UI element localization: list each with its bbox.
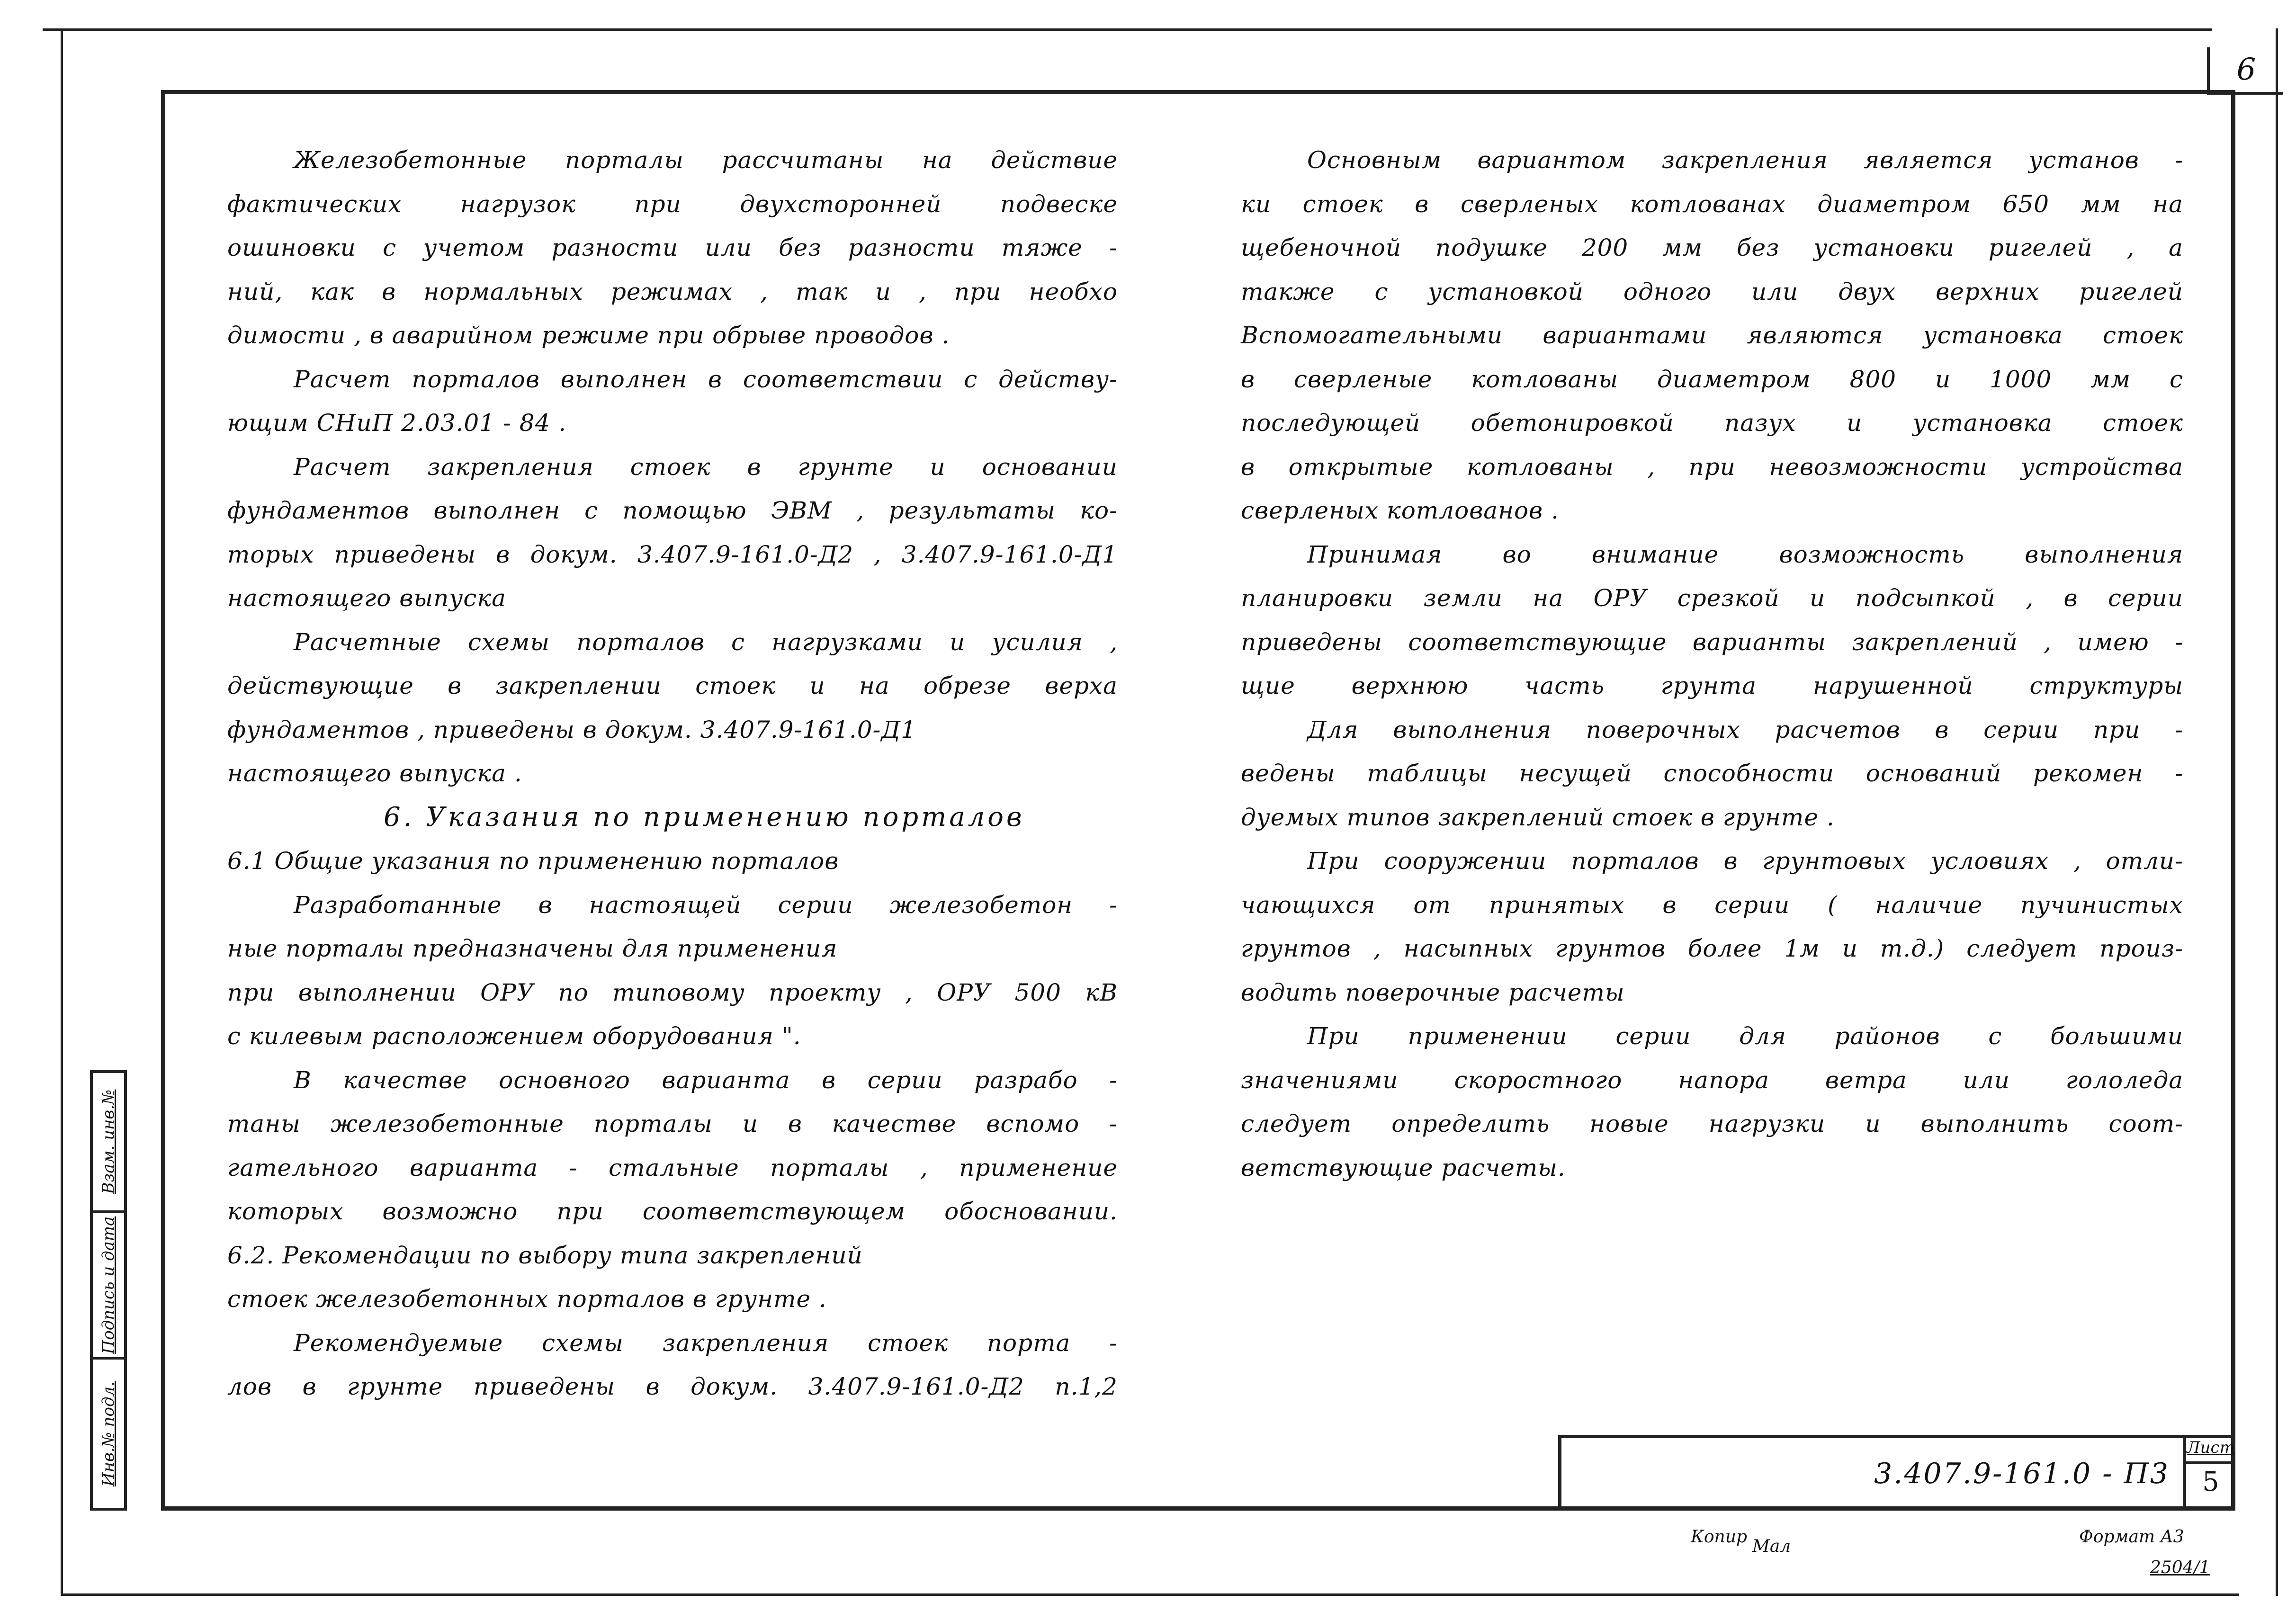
text-line: димости , в аварийном режиме при обрыве проводов . <box>227 322 950 349</box>
sheet-label: Лист <box>2186 1438 2235 1464</box>
text-line: значениями скоростного напора ветра или гололеда <box>1241 1066 2183 1094</box>
text-line: лов в грунте приведены в докум. 3.407.9-161.0-Д2 п.1,2 <box>227 1373 1118 1400</box>
text-line: При применении серии для районов с большими <box>1307 1022 2183 1050</box>
text-line: настоящего выпуска <box>227 584 506 612</box>
sheet-number-cell <box>2183 1438 2235 1511</box>
text-line: Основным вариантом закрепления является установ - <box>1307 146 2183 174</box>
copied-signature: Мал <box>1752 1537 1791 1556</box>
text-line: следует определить новые нагрузки и выполнить соот- <box>1241 1110 2183 1137</box>
text-line: Расчет порталов выполнен в соответствии с действу- <box>294 365 1118 393</box>
title-block-stamp <box>1558 1435 2235 1511</box>
side-cell-signature <box>93 1210 124 1357</box>
text-line: фактических нагрузок при двухсторонней подвеске <box>227 190 1118 218</box>
text-line: приведены соответствующие варианты закреплений , имею - <box>1241 628 2183 656</box>
text-line: 6. Указания по применению порталов <box>384 801 1025 832</box>
format-label: Формат А3 <box>2079 1527 2184 1547</box>
text-line: фундаментов , приведены в докум. 3.407.9-161.0-Д1 <box>227 716 916 743</box>
top-page-number: 6 <box>2207 47 2283 95</box>
sheet-border-top <box>43 28 2212 31</box>
text-line: также с установкой одного или двух верхних ригелей <box>1241 277 2183 305</box>
text-line: Железобетонные порталы рассчитаны на действие <box>294 146 1118 174</box>
text-line: ведены таблицы несущей способности оснований рекомен - <box>1241 760 2183 787</box>
copied-label: Копир <box>1691 1527 1747 1547</box>
right-text-column <box>1241 138 2183 1190</box>
text-line: Расчет закрепления стоек в грунте и основании <box>294 453 1118 481</box>
side-cell-label: Подпись и дата <box>99 1216 118 1354</box>
text-line: ющим СНиП 2.03.01 - 84 . <box>227 409 567 437</box>
text-line: При сооружении порталов в грунтовых условиях , отли- <box>1307 847 2183 875</box>
side-approval-strip <box>90 1070 127 1511</box>
text-line: 6.1 Общие указания по применению порталов <box>227 847 839 875</box>
text-line: планировки земли на ОРУ срезкой и подсыпкой , в серии <box>1241 584 2183 612</box>
sheet-border-left <box>61 28 63 1596</box>
text-line: ний, как в нормальных режимах , так и , при необхо <box>227 277 1118 305</box>
text-line: сверленых котлованов . <box>1241 497 1560 524</box>
text-line: фундаментов выполнен с помощью ЭВМ , результаты ко- <box>227 497 1118 524</box>
text-line: ные порталы предназначены для применения <box>227 935 838 962</box>
text-line: которых возможно при соответствующем обосновании. <box>227 1198 1118 1225</box>
text-line: ки стоек в сверленых котлованах диаметром 650 мм на <box>1241 190 2183 218</box>
text-line: Вспомогательными вариантами являются установка стоек <box>1241 322 2183 349</box>
sheet-number: 5 <box>2202 1467 2219 1497</box>
text-line: водить поверочные расчеты <box>1241 978 1625 1006</box>
text-line: В качестве основного варианта в серии разрабо - <box>294 1066 1118 1094</box>
archive-number: 2504/1 <box>2150 1558 2210 1577</box>
sheet-border-right <box>2276 28 2278 1596</box>
text-line: с килевым расположением оборудования ". <box>227 1022 801 1050</box>
side-cell-label: Инв.№ подл. <box>99 1381 118 1486</box>
text-line: настоящего выпуска . <box>227 760 522 787</box>
text-line: щебеночной подушке 200 мм без установки ригелей , а <box>1241 234 2183 261</box>
side-cell-label: Взам. инв.№ <box>99 1089 118 1194</box>
text-line: грунтов , насыпных грунтов более 1м и т.д.) следует произ- <box>1241 935 2183 962</box>
text-line: Принимая во внимание возможность выполнения <box>1307 540 2183 568</box>
text-line: Разработанные в настоящей серии железобетон - <box>294 891 1118 919</box>
text-line: Рекомендуемые схемы закрепления стоек порта - <box>294 1329 1118 1357</box>
text-line: таны железобетонные порталы и в качестве вспомо - <box>227 1110 1118 1137</box>
text-line: чающихся от принятых в серии ( наличие пучинистых <box>1241 891 2183 919</box>
sheet-border-bottom <box>61 1593 2239 1596</box>
text-line: действующие в закреплении стоек и на обрезе верха <box>227 672 1118 699</box>
left-text-column <box>227 138 1118 1409</box>
text-line: дуемых типов закреплений стоек в грунте . <box>1241 803 1835 831</box>
text-line: торых приведены в докум. 3.407.9-161.0-Д2 , 3.407.9-161.0-Д1 <box>227 540 1118 568</box>
text-line: в сверленые котлованы диаметром 800 и 1000 мм с <box>1241 365 2183 393</box>
text-line: Расчетные схемы порталов с нагрузками и усилия , <box>294 628 1118 656</box>
text-line: гательного варианта - стальные порталы , применение <box>227 1154 1118 1181</box>
side-cell-inventory <box>93 1357 124 1508</box>
side-cell-replacement <box>93 1073 124 1210</box>
text-line: стоек железобетонных порталов в грунте . <box>227 1285 827 1313</box>
text-line: при выполнении ОРУ по типовому проекту , ОРУ 500 кВ <box>227 978 1118 1006</box>
text-line: 6.2. Рекомендации по выбору типа закреплений <box>227 1241 863 1269</box>
text-line: последующей обетонировкой пазух и установка стоек <box>1241 409 2183 437</box>
text-line: ошиновки с учетом разности или без разности тяже - <box>227 234 1118 261</box>
document-code: 3.407.9-161.0 - П3 <box>1874 1457 2170 1490</box>
text-line: Для выполнения поверочных расчетов в серии при - <box>1307 716 2183 743</box>
text-line: ветствующие расчеты. <box>1241 1154 1566 1181</box>
text-line: щие верхнюю часть грунта нарушенной структуры <box>1241 672 2183 699</box>
text-line: в открытые котлованы , при невозможности устройства <box>1241 453 2183 481</box>
